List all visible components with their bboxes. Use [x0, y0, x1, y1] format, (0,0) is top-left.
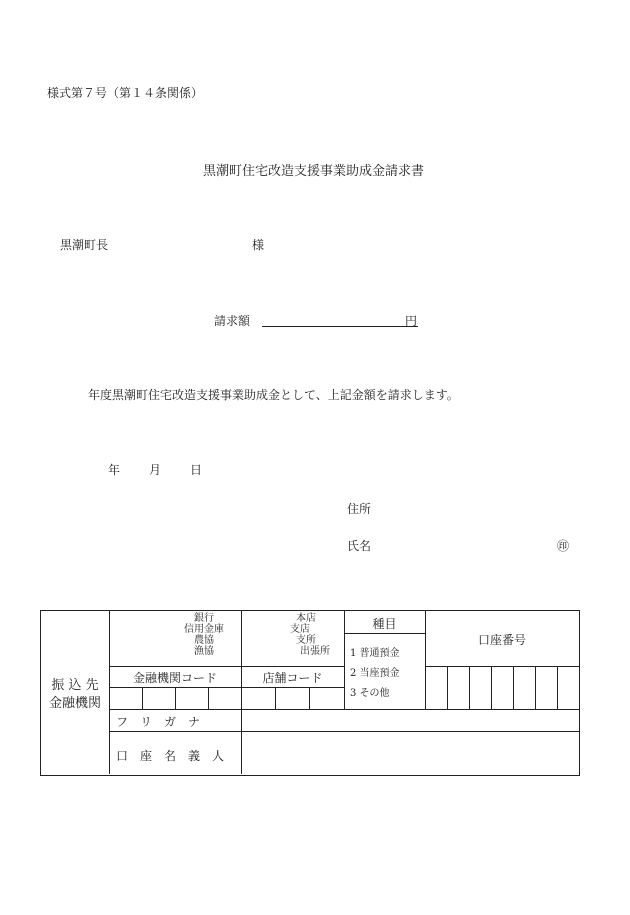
account-type-options: 1 普通預金 2 当座預金 3 その他	[350, 648, 400, 699]
request-amount-field[interactable]	[262, 326, 418, 327]
request-statement: 年度黒潮町住宅改造支援事業助成金として、上記金額を請求します。	[88, 388, 459, 402]
form-number: 様式第７号（第１４条関係）	[47, 86, 204, 100]
account-holder-field[interactable]	[242, 732, 578, 773]
seal-mark: ㊞	[557, 539, 570, 553]
request-amount-unit: 円	[405, 314, 418, 328]
addressee-name: 黒潮町長	[60, 238, 109, 252]
address-label: 住所	[347, 502, 372, 516]
date-day: 日	[190, 463, 203, 477]
furigana-field[interactable]	[242, 710, 578, 730]
institution-code-label: 金融機関コード	[132, 671, 217, 685]
institution-type-list: 銀行 信用金庫 農協 漁協	[184, 613, 224, 657]
bank-transfer-table	[40, 610, 580, 776]
request-amount-label: 請求額	[214, 314, 251, 328]
branch-code-label: 店舗コード	[262, 671, 323, 685]
account-number-label: 口座番号	[477, 633, 526, 647]
account-type-label: 種目	[372, 617, 397, 631]
branch-type-list: 本店 支店 支所 出張所	[290, 613, 330, 657]
row-header-institution: 金融機関	[48, 696, 101, 711]
addressee-honorific: 様	[252, 238, 265, 252]
date-month: 月	[149, 463, 162, 477]
furigana-label: フ リ ガ ナ	[116, 715, 201, 729]
name-label: 氏名	[347, 539, 372, 553]
account-holder-label: 口 座 名 義 人	[116, 749, 225, 763]
date-year: 年	[108, 463, 121, 477]
row-header-transfer: 振 込 先	[51, 678, 99, 693]
document-title: 黒潮町住宅改造支援事業助成金請求書	[203, 164, 425, 179]
